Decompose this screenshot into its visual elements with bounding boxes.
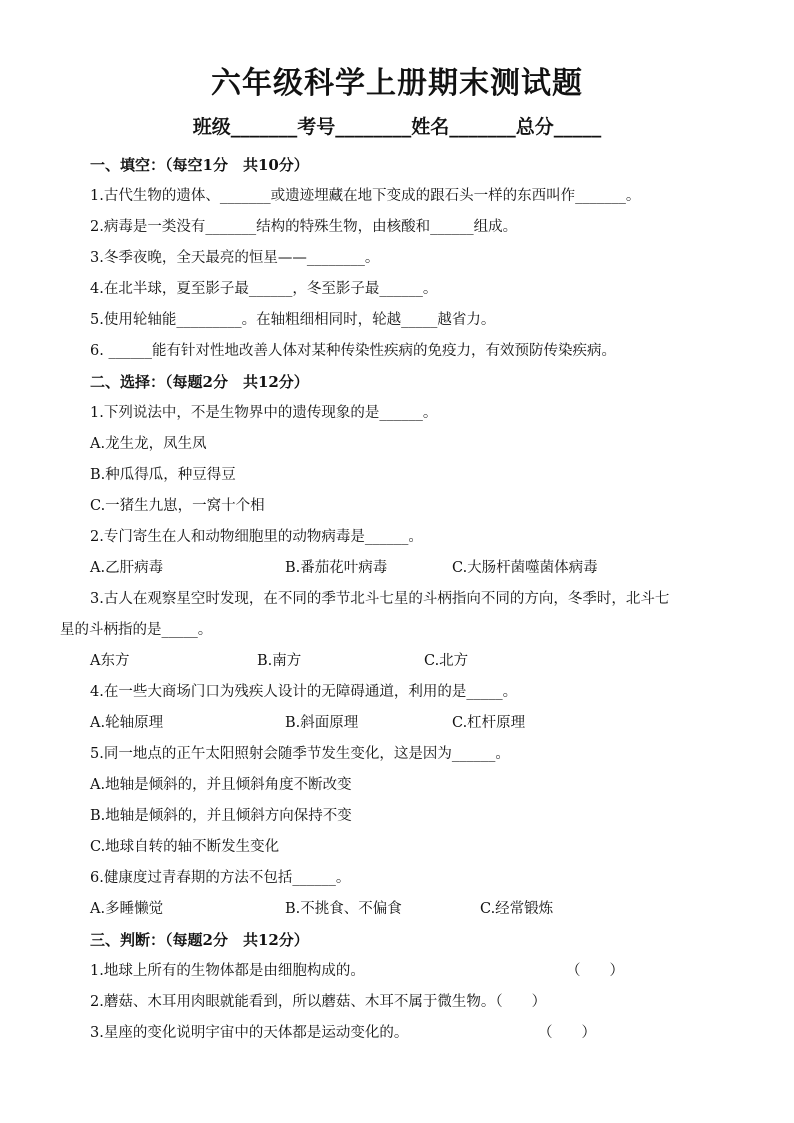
choice-question-1: 1.下列说法中，不是生物界中的遗传现象的是______。 — [90, 405, 438, 421]
fill-question-6: 6. ______能有针对性地改善人体对某种传染性疾病的免疫力，有效预防传染疾病。 — [90, 343, 616, 359]
choice-question-2-options — [0, 553, 794, 584]
choice-question-1-option-c: C.一猪生九崽，一窝十个相 — [90, 498, 265, 514]
choice-question-3-option-c: C.北方 — [424, 653, 469, 669]
choice-question-5-option-c: C.地球自转的轴不断发生变化 — [90, 839, 280, 855]
judge-question-1-answer-blank[interactable]: （ ） — [566, 963, 624, 979]
choice-question-6-option-c: C.经常锻炼 — [480, 901, 554, 917]
choice-question-4-options — [0, 708, 794, 739]
choice-question-3-line-2: 星的斗柄指的是_____。 — [60, 622, 213, 638]
fill-question-1: 1.古代生物的遗体、_______或遗迹埋藏在地下变成的跟石头一样的东西叫作_______。 — [90, 188, 641, 204]
choice-question-4-option-c: C.杠杆原理 — [452, 715, 526, 731]
judge-question-3 — [0, 1018, 794, 1049]
choice-question-4-option-b: B.斜面原理 — [285, 715, 359, 731]
fill-question-2: 2.病毒是一类没有_______结构的特殊生物，由核酸和______组成。 — [90, 219, 518, 235]
section-choice-heading: 二、选择：（每题2分 共12分） — [90, 373, 309, 391]
exam-title: 六年级科学上册期末测试题 — [211, 66, 583, 101]
choice-question-6-options — [0, 894, 794, 925]
section-fill-heading: 一、填空：（每空1分 共10分） — [90, 156, 309, 174]
choice-question-2: 2.专门寄生在人和动物细胞里的动物病毒是______。 — [90, 529, 423, 545]
fill-question-3: 3.冬季夜晚，全天最亮的恒星——________。 — [90, 250, 380, 266]
choice-question-3-options — [0, 646, 794, 677]
choice-question-4-option-a: A.轮轴原理 — [90, 715, 164, 731]
student-info-line: 班级_______考号________姓名_______总分_____ — [192, 116, 602, 138]
choice-question-1-option-a: A.龙生龙，凤生凤 — [90, 436, 207, 452]
choice-question-2-option-c: C.大肠杆菌噬菌体病毒 — [452, 560, 598, 576]
choice-question-6: 6.健康度过青春期的方法不包括______。 — [90, 870, 351, 886]
fill-question-4: 4.在北半球，夏至影子最______，冬至影子最______。 — [90, 281, 438, 297]
choice-question-6-option-b: B.不挑食、不偏食 — [285, 901, 402, 917]
choice-question-5-option-a: A.地轴是倾斜的，并且倾斜角度不断改变 — [90, 777, 352, 793]
judge-question-3-text: 3.星座的变化说明宇宙中的天体都是运动变化的。 — [90, 1025, 409, 1041]
choice-question-1-option-b: B.种瓜得瓜，种豆得豆 — [90, 467, 236, 483]
exam-body — [0, 150, 794, 1049]
judge-question-3-answer-blank[interactable]: （ ） — [538, 1025, 596, 1041]
choice-question-3-option-a: A东方 — [90, 653, 130, 669]
choice-question-4: 4.在一些大商场门口为残疾人设计的无障碍通道，利用的是_____。 — [90, 684, 518, 700]
judge-question-1-text: 1.地球上所有的生物体都是由细胞构成的。 — [90, 963, 365, 979]
choice-question-2-option-a: A.乙肝病毒 — [90, 560, 164, 576]
judge-question-2: 2.蘑菇、木耳用肉眼就能看到，所以蘑菇、木耳不属于微生物。（ ） — [90, 994, 547, 1010]
choice-question-3-line-1: 3.古人在观察星空时发现，在不同的季节北斗七星的斗柄指向不同的方向，冬季时，北斗七 — [90, 591, 670, 607]
choice-question-3-option-b: B.南方 — [257, 653, 302, 669]
choice-question-2-option-b: B.番茄花叶病毒 — [285, 560, 388, 576]
section-judge-heading: 三、判断：（每题2分 共12分） — [90, 931, 309, 949]
choice-question-5-option-b: B.地轴是倾斜的，并且倾斜方向保持不变 — [90, 808, 352, 824]
fill-question-5: 5.使用轮轴能_________。在轴粗细相同时，轮越_____越省力。 — [90, 312, 496, 328]
judge-question-1 — [0, 956, 794, 987]
choice-question-5: 5.同一地点的正午太阳照射会随季节发生变化，这是因为______。 — [90, 746, 510, 762]
choice-question-6-option-a: A.多睡懒觉 — [90, 901, 164, 917]
